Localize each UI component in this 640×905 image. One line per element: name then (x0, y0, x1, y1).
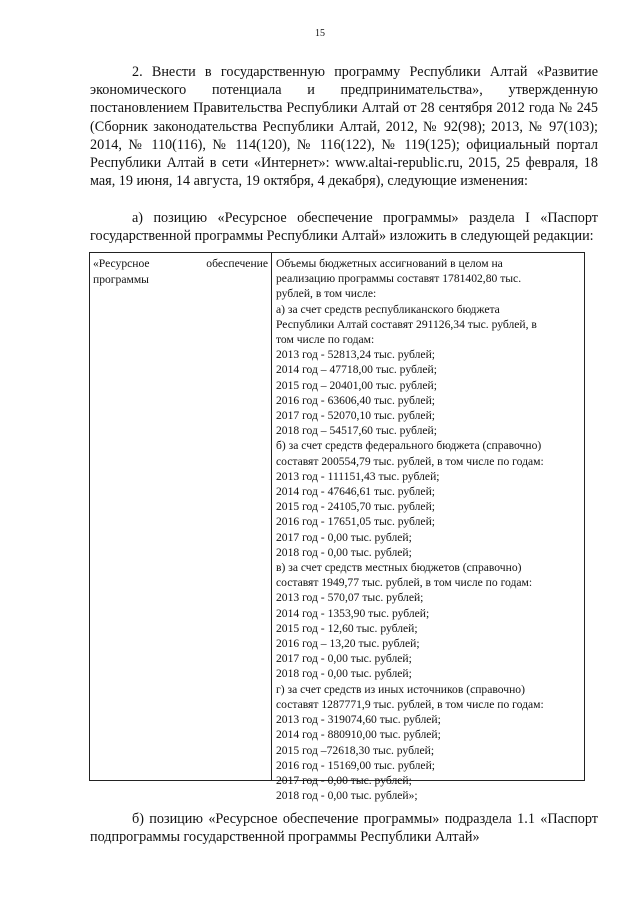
funding-line: Объемы бюджетных ассигнований в целом на (276, 257, 503, 270)
paragraph-item-b: б) позицию «Ресурсное обеспечение программы» подраздела 1.1 «Паспорт подпрограммы государственной программы Республики Алтай» (90, 811, 598, 846)
funding-line: 2013 год - 111151,43 тыс. рублей; (276, 469, 440, 483)
funding-line: 2017 год - 0,00 тыс. рублей; (276, 773, 412, 787)
funding-line: 2014 год - 1353,90 тыс. рублей; (276, 606, 430, 620)
funding-line: 2016 год - 63606,40 тыс. рублей; (276, 393, 436, 407)
funding-line: 2017 год - 0,00 тыс. рублей; (276, 530, 412, 544)
funding-line: том числе по годам: (276, 333, 375, 347)
label-word-resource: «Ресурсное (93, 257, 150, 270)
funding-line: 2015 год –72618,30 тыс. рублей; (276, 743, 435, 757)
page-number: 15 (315, 28, 325, 39)
paragraph-amendment-intro: 2. Внести в государственную программу Республики Алтай «Развитие экономического потенциала и предпринимательства», утвержденную постановлением Правительства Республики Алтай от 28 сентября 2012 года № 245 (Сборник законодательства Республики Алтай, 2012, № 92(98); 2013, № 97(103); 2014, № 110(116), № 114(120), № 116(122), № 119(125); официальный портал Республики Алтай в сети «Интернет»: www.altai-republic.ru, 2015, 25 февраля, 18 мая, 19 июня, 14 августа, 19 октября, 4 декабря), следующие изменения: (90, 64, 598, 190)
funding-line: 2015 год - 12,60 тыс. рублей; (276, 621, 418, 635)
funding-line: составят 200554,79 тыс. рублей, в том числе по годам: (276, 454, 544, 468)
funding-line: 2018 год – 54517,60 тыс. рублей; (276, 424, 437, 438)
funding-line: 2013 год - 319074,60 тыс. рублей; (276, 713, 441, 727)
funding-line: 2013 год - 570,07 тыс. рублей; (276, 591, 424, 605)
paragraph-item-a: а) позицию «Ресурсное обеспечение программы» раздела I «Паспорт государственной программы Республики Алтай» изложить в следующей редакции: (90, 210, 598, 245)
funding-line: а) за счет средств республиканского бюджета (276, 302, 500, 316)
resource-table-label-cell (90, 253, 272, 780)
funding-line: 2014 год – 47718,00 тыс. рублей; (276, 363, 437, 377)
label-word-provision: обеспечение (206, 257, 268, 270)
funding-line: в) за счет средств местных бюджетов (справочно) (276, 561, 522, 575)
funding-line: г) за счет средств из иных источников (справочно) (276, 682, 525, 696)
resource-table-value-cell (272, 253, 584, 803)
funding-line: рублей, в том числе: (276, 287, 377, 301)
funding-line: 2017 год - 52070,10 тыс. рублей; (276, 409, 436, 423)
resource-table (89, 252, 585, 803)
funding-line: 2013 год - 52813,24 тыс. рублей; (276, 348, 436, 362)
funding-line: 2017 год - 0,00 тыс. рублей; (276, 652, 412, 666)
funding-line: 2015 год – 20401,00 тыс. рублей; (276, 378, 437, 392)
funding-line: б) за счет средств федерального бюджета (справочно) (276, 439, 542, 453)
funding-line: составят 1287771,9 тыс. рублей, в том числе по годам: (276, 697, 544, 711)
label-word-program: программы (93, 272, 149, 286)
funding-line: 2016 год - 17651,05 тыс. рублей; (276, 515, 436, 529)
funding-line: 2016 год – 13,20 тыс. рублей; (276, 637, 420, 651)
funding-line: 2018 год - 0,00 тыс. рублей»; (276, 789, 418, 803)
funding-line: реализацию программы составят 1781402,80 тыс. (276, 272, 522, 286)
funding-line: составят 1949,77 тыс. рублей, в том числе по годам: (276, 576, 533, 590)
funding-line: 2015 год - 24105,70 тыс. рублей; (276, 500, 436, 514)
funding-line: Республики Алтай составят 291126,34 тыс. рублей, в (276, 317, 537, 331)
funding-line: 2016 год - 15169,00 тыс. рублей; (276, 758, 436, 772)
funding-line: 2014 год - 880910,00 тыс. рублей; (276, 728, 441, 742)
funding-line: 2018 год - 0,00 тыс. рублей; (276, 667, 412, 681)
funding-line: 2014 год - 47646,61 тыс. рублей; (276, 485, 436, 499)
funding-line: 2018 год - 0,00 тыс. рублей; (276, 545, 412, 559)
